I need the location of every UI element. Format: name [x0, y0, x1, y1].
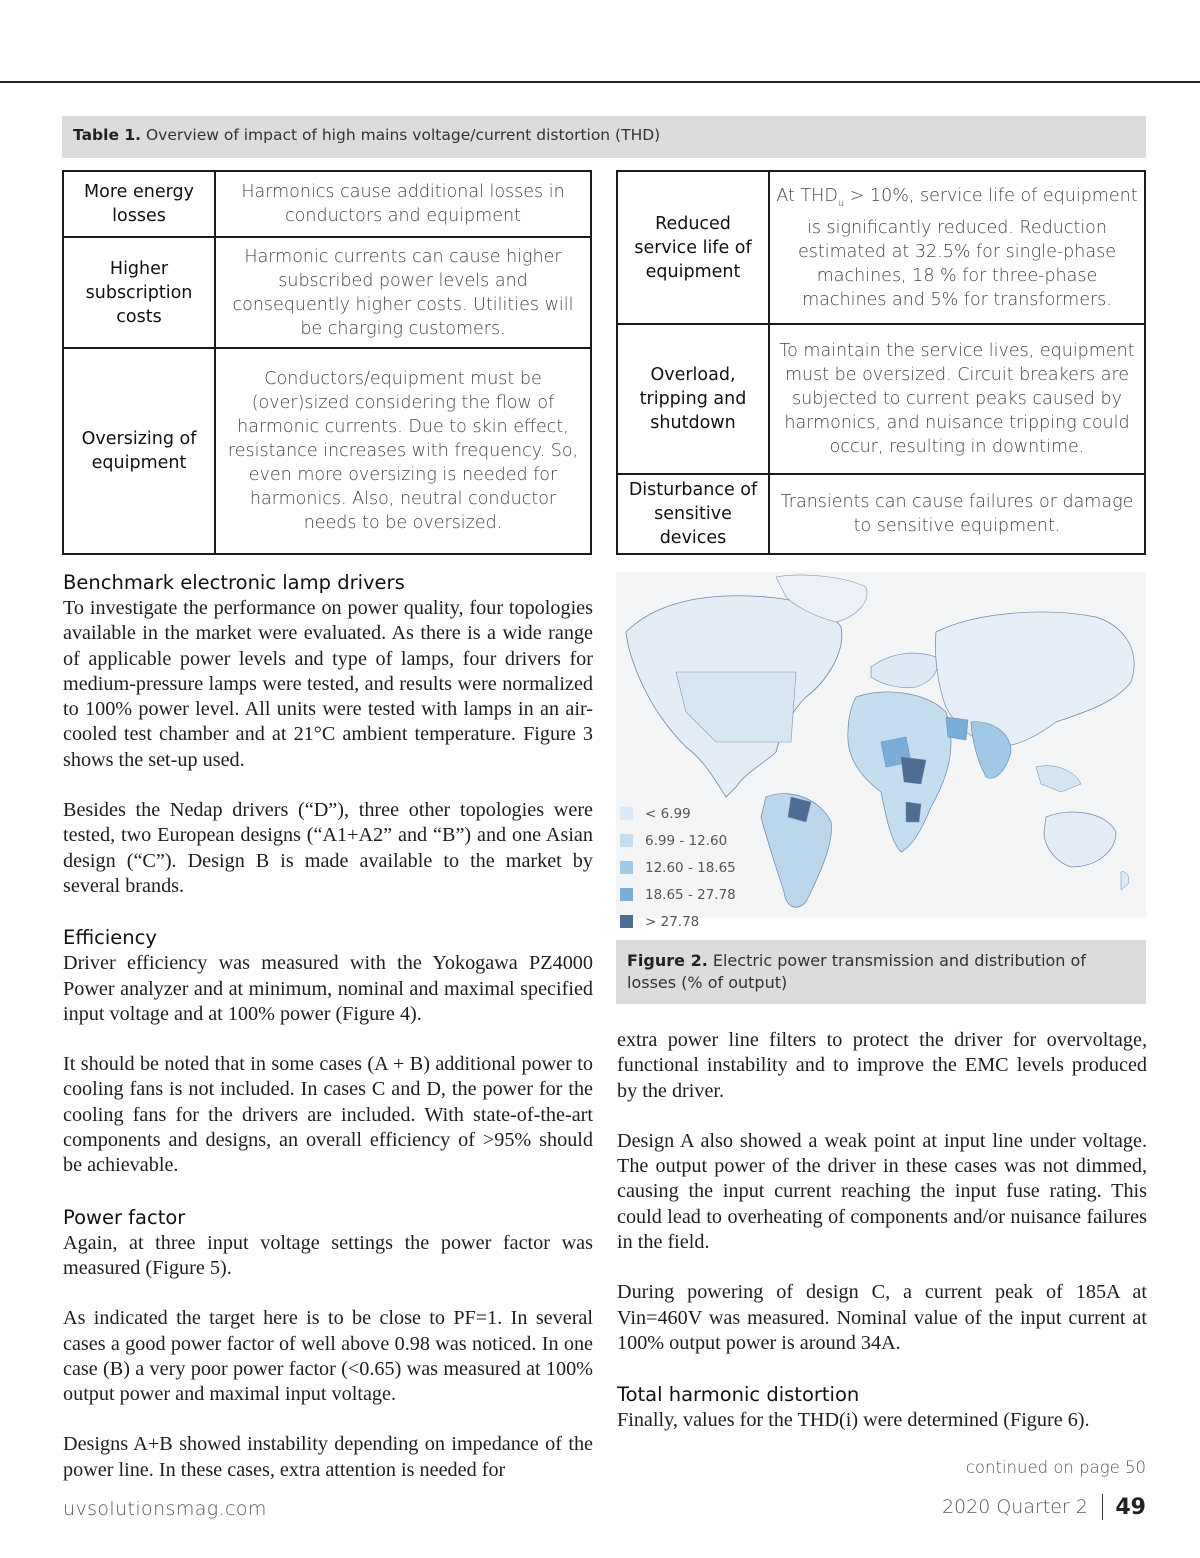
- legend-swatch: [620, 807, 633, 820]
- paragraph: Designs A+B showed instability depending on impedance of the power line. In these cases, extra attention is needed for: [63, 1433, 593, 1481]
- legend-item: [620, 881, 736, 908]
- legend-swatch: [620, 888, 633, 901]
- impact-table-right: [616, 170, 1146, 555]
- table-caption-label: Table 1.: [73, 126, 142, 144]
- row-description: [769, 171, 1145, 324]
- table-row: [63, 171, 591, 237]
- thd-prefix: At THD: [776, 185, 838, 206]
- table-caption-text: Overview of impact of high mains voltage/current distortion (THD): [141, 126, 661, 144]
- table-caption: [62, 116, 1146, 158]
- row-description: Transients can cause failures or damage to sensitive equipment.: [769, 474, 1145, 554]
- continued-note: continued on page 50: [965, 1458, 1146, 1477]
- legend-label: 12.60 - 18.65: [645, 859, 736, 876]
- paragraph: During powering of design C, a current peak of 185A at Vin=460V was measured. Nominal value of the input current at 100% output power is around 34A.: [617, 1281, 1147, 1354]
- paragraph: Besides the Nedap drivers (“D”), three other topologies were tested, two European designs (“A1+A2” and “B”) and one Asian design (“C”). Design B is made available to the market by several brands.: [63, 799, 593, 897]
- legend-swatch: [620, 861, 633, 874]
- row-label: Reduced service life of equipment: [617, 171, 769, 324]
- legend-item: [620, 854, 736, 881]
- legend-label: < 6.99: [645, 805, 691, 822]
- legend-label: 6.99 - 12.60: [645, 832, 728, 849]
- legend-label: > 27.78: [645, 913, 700, 930]
- issue-label: 2020 Quarter 2: [941, 1496, 1088, 1518]
- table-row: [617, 324, 1145, 474]
- row-label: More energy losses: [63, 171, 215, 237]
- figure-caption-text: Electric power transmission and distribution of losses (% of output): [627, 951, 1086, 992]
- page-footer: [942, 1494, 1146, 1520]
- top-rule: [0, 81, 1200, 83]
- heading-benchmark: Benchmark electronic lamp drivers: [63, 571, 405, 594]
- row-description: To maintain the service lives, equipment must be oversized. Circuit breakers are subjected to current peaks caused by harmonics, and nuisance tripping could occur, resulting in downtime.: [769, 324, 1145, 474]
- figure-caption: [616, 940, 1146, 1004]
- paragraph: Design A also showed a weak point at input line under voltage. The output power of the driver in these cases was not dimmed, causing the input current reaching the input fuse rating. This could lead to overheating of components and/or nuisance failures in the field.: [617, 1129, 1147, 1254]
- legend-swatch: [620, 834, 633, 847]
- paragraph: extra power line filters to protect the driver for overvoltage, functional instability and to improve the EMC levels produced by the driver.: [617, 1029, 1147, 1102]
- row-description: Conductors/equipment must be (over)sized considering the flow of harmonic currents. Due to skin effect, resistance increases with frequency. So, even more oversizing is needed for harmonics. Also, neutral conductor needs to be oversized.: [215, 348, 591, 554]
- table-row: [63, 237, 591, 348]
- paragraph: It should be noted that in some cases (A + B) additional power to cooling fans is not included. In cases C and D, the power for the cooling fans for the drivers are included. With state-of-the-art components and designs, an overall efficiency of >95% should be achievable.: [63, 1053, 593, 1177]
- row-label: Higher subscription costs: [63, 237, 215, 348]
- row-description: Harmonic currents can cause higher subscribed power levels and consequently higher costs. Utilities will be charging customers.: [215, 237, 591, 348]
- heading-thd: Total harmonic distortion: [617, 1383, 860, 1407]
- page-number: 49: [1115, 1494, 1146, 1520]
- site-url: uvsolutionsmag.com: [63, 1498, 267, 1520]
- row-description: Harmonics cause additional losses in conductors and equipment: [215, 171, 591, 237]
- paragraph: As indicated the target here is to be close to PF=1. In several cases a good power factor of well above 0.98 was noticed. In one case (B) a very poor power factor (<0.65) was measured at 100% output power and maximal input voltage.: [63, 1307, 593, 1406]
- paragraph: To investigate the performance on power quality, four topologies available in the market were evaluated. As there is a wide range of applicable power levels and type of lamps, four drivers for medium-pressure lamps were tested, and results were normalized to 100% power level. All units were tested with lamps in an air-cooled test chamber and at 21°C ambient temperature. Figure 3 shows the set-up used.: [63, 597, 593, 771]
- legend-swatch: [620, 915, 633, 928]
- paragraph: Driver efficiency was measured with the Yokogawa PZ4000 Power analyzer and at minimum, nominal and maximal specified input voltage and at 100% power (Figure 4).: [63, 952, 593, 1025]
- table-row: [63, 348, 591, 554]
- legend-label: 18.65 - 27.78: [645, 886, 736, 903]
- thd-subscript: u: [837, 197, 845, 209]
- table-row: [617, 171, 1145, 324]
- footer-separator: [1102, 1494, 1104, 1520]
- legend-item: [620, 908, 736, 935]
- paragraph: Finally, values for the THD(i) were determined (Figure 6).: [617, 1409, 1090, 1432]
- row-label: Overload, tripping and shutdown: [617, 324, 769, 474]
- article-column-right: [617, 1028, 1147, 1434]
- thd-description: > 10%, service life of equipment is significantly reduced. Reduction estimated at 32.5% for single-phase machines, 18 % for three-phase machines and 5% for transformers.: [798, 185, 1138, 310]
- table-row: [617, 474, 1145, 554]
- impact-table-left: [62, 170, 592, 555]
- legend-item: [620, 827, 736, 854]
- heading-power-factor: Power factor: [63, 1205, 186, 1229]
- paragraph: Again, at three input voltage settings the power factor was measured (Figure 5).: [63, 1231, 593, 1279]
- legend-item: [620, 800, 736, 827]
- row-label: Oversizing of equipment: [63, 348, 215, 554]
- heading-efficiency: Efficiency: [63, 926, 157, 950]
- row-label: Disturbance of sensitive devices: [617, 474, 769, 554]
- figure-caption-label: Figure 2.: [627, 951, 708, 970]
- map-legend: [620, 800, 736, 935]
- article-column-left: [63, 570, 593, 1483]
